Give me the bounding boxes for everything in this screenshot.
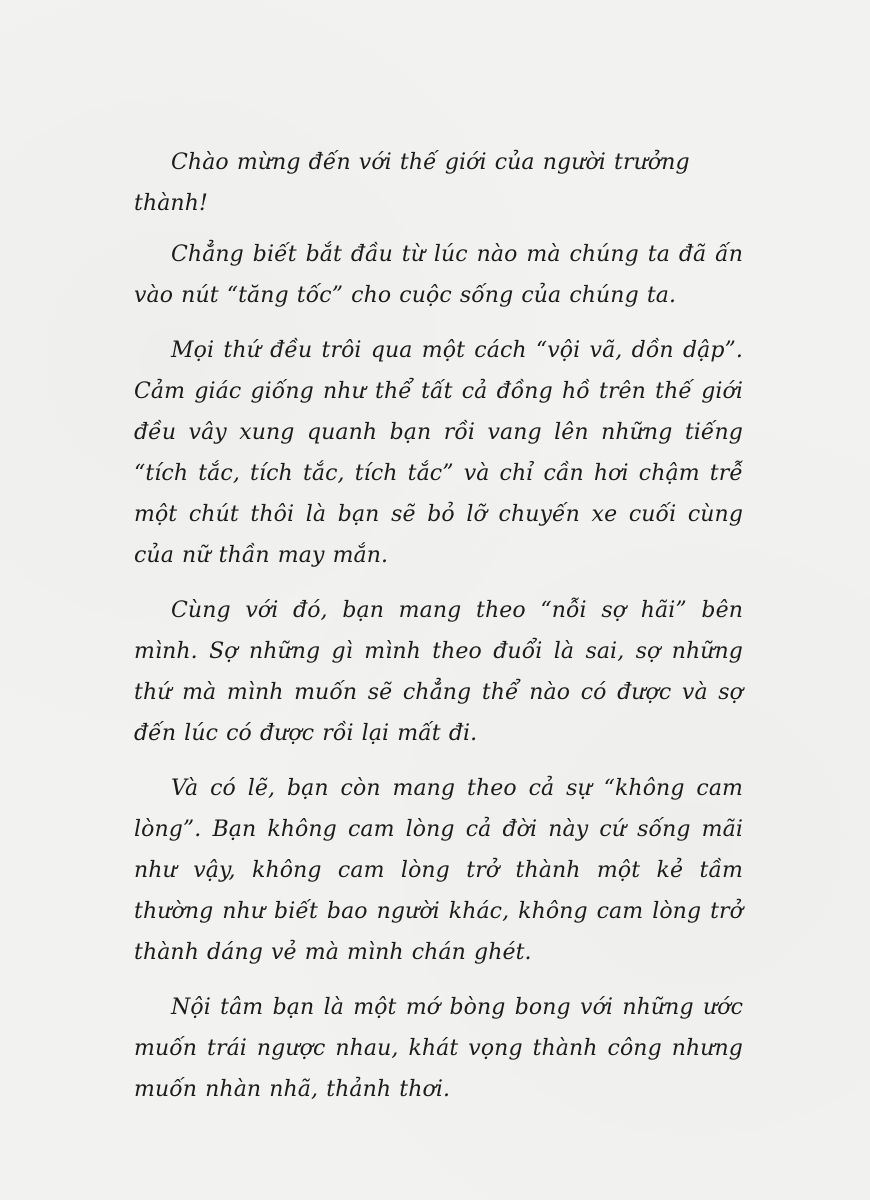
paragraph-fear: Cùng với đó, bạn mang theo “nỗi sợ hãi” bên mình. Sợ những gì mình theo đuổi là sai, sợ những thứ mà mình muốn sẽ chẳng thể nào có được và sợ đến lúc có được rồi lại mất đi.	[134, 598, 743, 746]
paragraph-inner-conflict: Nội tâm bạn là một mớ bòng bong với những ước muốn trái ngược nhau, khát vọng thành công nhưng muốn nhàn nhã, thảnh thơi.	[134, 995, 743, 1102]
paragraph-discontent: Và có lẽ, bạn còn mang theo cả sự “không cam lòng”. Bạn không cam lòng cả đời này cứ sống mãi như vậy, không cam lòng trở thành một kẻ tầm thường như biết bao người khác, không cam lòng trở thành dáng vẻ mà mình chán ghét.	[134, 776, 743, 965]
paragraph-hurry: Mọi thứ đều trôi qua một cách “vội vã, dồn dập”. Cảm giác giống như thể tất cả đồng hồ trên thế giới đều vây xung quanh bạn rồi vang lên những tiếng “tích tắc, tích tắc, tích tắc” và chỉ cần hơi chậm trễ một chút thôi là bạn sẽ bỏ lỡ chuyến xe cuối cùng của nữ thần may mắn.	[134, 338, 743, 568]
paragraph-acceleration: Chẳng biết bắt đầu từ lúc nào mà chúng ta đã ấn vào nút “tăng tốc” cho cuộc sống của chúng ta.	[134, 242, 743, 308]
paragraph-greeting: Chào mừng đến với thế giới của người trưởng thành!	[134, 150, 690, 216]
